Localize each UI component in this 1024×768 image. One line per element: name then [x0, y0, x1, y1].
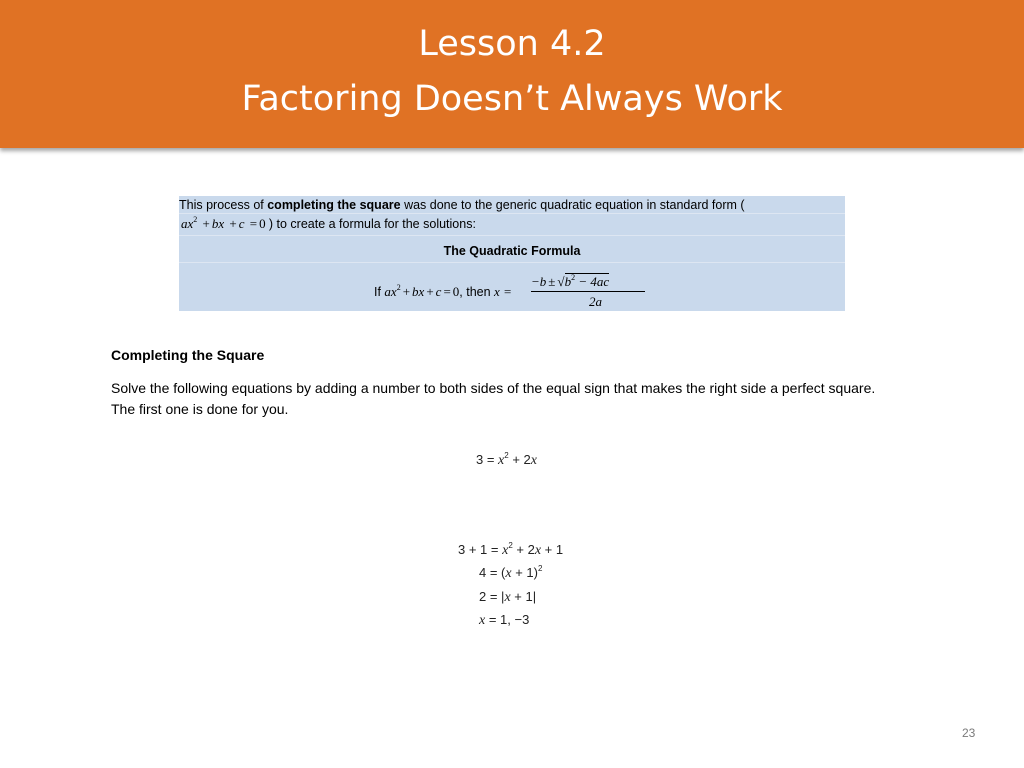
exponent: 2	[504, 451, 509, 460]
intro-suffix: was done to the generic quadratic equation in standard form (	[400, 198, 745, 212]
divider	[179, 262, 845, 263]
fraction-denominator: 2a	[589, 294, 602, 309]
instructions-text: Solve the following equations by adding a number to both sides of the equal sign that makes the right side a perfect square. The first one is done for you.	[111, 380, 876, 417]
eq-rest: + 1	[541, 542, 564, 557]
plus-sign: +	[426, 284, 434, 299]
square-root-icon: √	[557, 274, 565, 289]
exponent: 2	[537, 564, 543, 573]
standard-form-row	[181, 216, 476, 232]
term-c: c	[435, 284, 442, 299]
term-bx: bx	[211, 216, 225, 231]
x-equals: x =	[494, 284, 512, 299]
term-c: c	[238, 216, 245, 231]
eq-mid: + 2	[512, 542, 535, 557]
equals-sign: =	[249, 216, 258, 231]
eq-lhs: 3 + 1 =	[458, 542, 503, 557]
var-x: x	[498, 453, 505, 468]
equation-example	[476, 452, 537, 469]
intro-text	[179, 198, 745, 212]
formula-condition	[374, 284, 512, 300]
solution-step-3	[479, 589, 536, 606]
condition-equation	[384, 284, 459, 299]
exponent: 2	[396, 283, 401, 292]
divider	[179, 213, 845, 214]
term-ax: ax	[384, 284, 397, 299]
quadratic-formula	[374, 270, 674, 310]
eq-rest: + 1)	[511, 565, 538, 580]
intro-prefix: This process of	[179, 198, 268, 212]
var-x: x	[504, 590, 511, 605]
var-x: x	[534, 543, 542, 558]
plus-sign: +	[402, 284, 411, 299]
exponent: 2	[193, 215, 198, 224]
slide-title-line2: Factoring Doesn’t Always Work	[241, 79, 783, 119]
minus-b: −b	[531, 274, 547, 289]
if-word: If	[374, 285, 385, 299]
page-number: 23	[962, 726, 976, 740]
then-word: , then	[459, 285, 495, 299]
exponent: 2	[508, 541, 513, 550]
quadratic-formula-box	[179, 196, 845, 311]
intro-bold: completing the square	[267, 198, 401, 212]
standard-form-equation	[181, 216, 269, 231]
slide-title-line1: Lesson 4.2	[418, 24, 606, 64]
plus-sign: +	[229, 216, 237, 231]
formula-title: The Quadratic Formula	[443, 244, 581, 258]
radicand-rest: − 4ac	[575, 274, 610, 289]
eq-rest: + 1|	[510, 589, 537, 604]
formula-fraction	[531, 270, 651, 310]
equals-sign: =	[443, 284, 451, 299]
eq-lhs: 4 = (	[479, 565, 506, 580]
plus-minus-sign: ±	[548, 274, 556, 289]
var-x: x	[505, 566, 512, 581]
title-banner	[0, 0, 1024, 148]
eq-rest: + 2	[508, 452, 531, 467]
section-title: Completing the Square	[111, 347, 265, 363]
eq-rest: = 1, −3	[485, 612, 530, 627]
var-x: x	[530, 453, 537, 468]
solution-step-4	[479, 612, 529, 629]
plus-sign: +	[202, 216, 210, 231]
var-x: x	[502, 543, 509, 558]
exponent: 2	[571, 273, 576, 282]
zero: 0	[452, 284, 460, 299]
var-x: x	[479, 613, 486, 628]
radicand-b: b	[564, 274, 572, 289]
zero: 0	[259, 216, 266, 231]
solution-step-2	[479, 565, 542, 582]
divider	[179, 235, 845, 236]
radicand	[565, 273, 610, 289]
fraction-numerator	[531, 274, 609, 290]
intro-end: ) to create a formula for the solutions:	[268, 217, 476, 231]
eq-lhs: 3 =	[476, 452, 499, 467]
term-bx: bx	[412, 284, 425, 299]
eq-lhs: 2 = |	[479, 589, 505, 604]
fraction-bar	[531, 291, 645, 292]
term-ax: ax	[181, 216, 194, 231]
solution-step-1	[458, 542, 563, 559]
